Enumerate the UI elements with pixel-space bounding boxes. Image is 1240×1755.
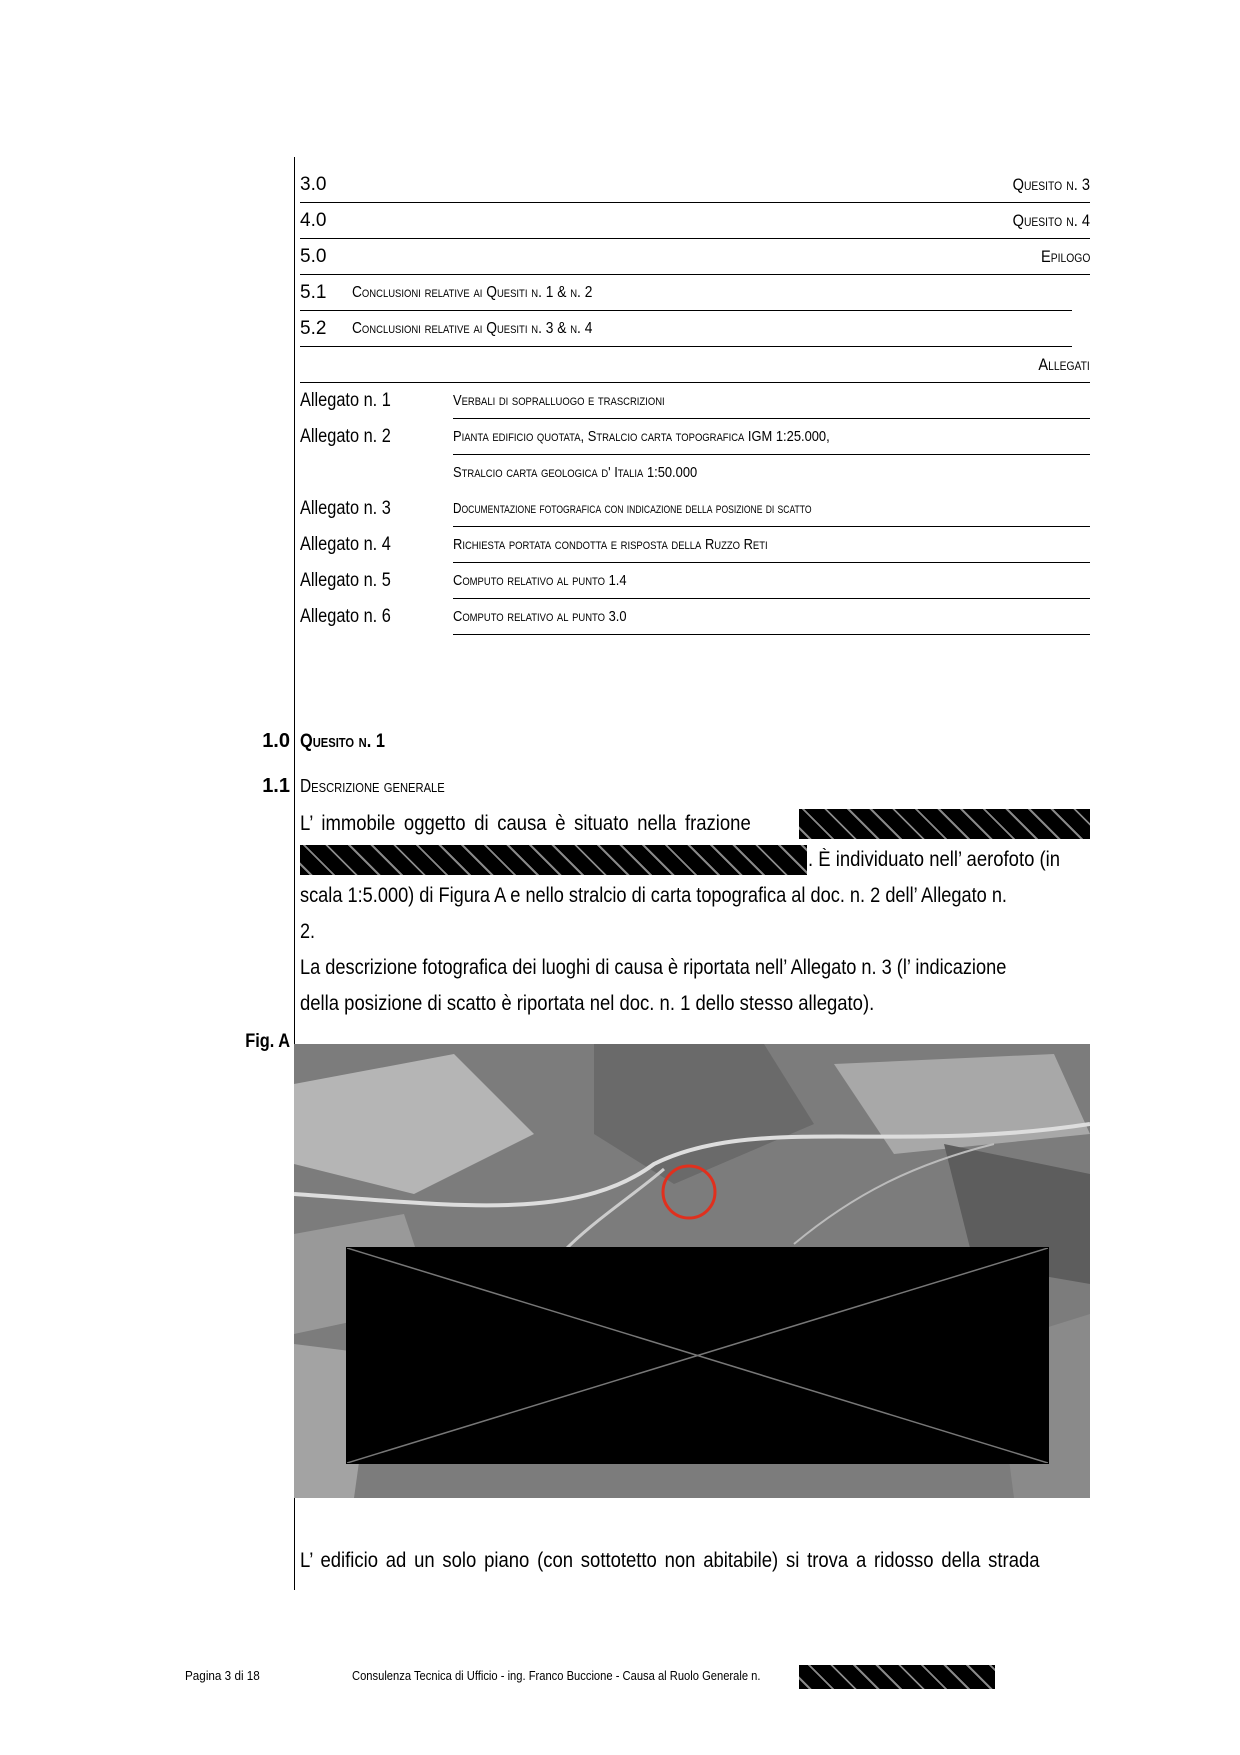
allegato-row[interactable] xyxy=(300,494,1090,526)
toc-number: 5.2 xyxy=(300,318,327,339)
toc-row[interactable] xyxy=(300,206,1090,239)
allegato-row[interactable] xyxy=(300,458,1090,490)
section-title: Quesito n. 1 xyxy=(300,731,385,752)
toc-row[interactable] xyxy=(300,350,1090,383)
allegato-row[interactable] xyxy=(300,566,1090,598)
allegato-row[interactable] xyxy=(300,386,1090,418)
toc-number: 5.0 xyxy=(300,246,327,267)
allegato-label: Allegato n. 1 xyxy=(300,390,391,411)
allegato-label: Allegato n. 3 xyxy=(300,498,391,519)
allegato-desc: Richiesta portata condotta e risposta della Ruzzo Reti xyxy=(453,530,1090,563)
allegato-label: Allegato n. 2 xyxy=(300,426,391,447)
allegato-desc: Computo relativo al punto 3.0 xyxy=(453,602,1090,635)
toc-number: 3.0 xyxy=(300,174,327,195)
allegato-label: Allegato n. 6 xyxy=(300,606,391,627)
aerial-photo xyxy=(294,1044,1090,1498)
toc-label: Quesito n. 3 xyxy=(1012,175,1090,194)
figure-label: Fig. A xyxy=(245,1031,290,1052)
toc-label: Quesito n. 4 xyxy=(1012,211,1090,230)
allegato-desc: Verbali di sopralluogo e trascrizioni xyxy=(453,386,1090,419)
toc-label: Conclusioni relative ai Quesiti n. 1 & n. 2 xyxy=(352,284,593,301)
redacted-block xyxy=(799,809,1090,839)
toc-label: Conclusioni relative ai Quesiti n. 3 & n. 4 xyxy=(352,320,593,337)
subsection-title: Descrizione generale xyxy=(300,776,445,796)
toc-row[interactable] xyxy=(300,278,1072,311)
toc-number: 4.0 xyxy=(300,210,327,231)
redacted-cross xyxy=(347,1248,1048,1463)
description-paragraph: L’ immobile oggetto di causa è situato nella frazione . È individuato nell’ aerofoto (in scala 1:5.000) di Figura A e nello stralcio di carta topografica al doc. n. 2 dell’ Allegato n. 2. La descrizione fotografica dei luoghi di causa è riportata nell’ Allegato n. 3 (l’ indicazione della posizione di scatto è riportata nel doc. n. 1 dello stesso allegato). xyxy=(300,806,1090,1022)
closing-paragraph: L’ edificio ad un solo piano (con sottotetto non abitabile) si trova a ridosso della strada xyxy=(300,1549,1040,1572)
toc-row[interactable] xyxy=(300,242,1090,275)
section-number: 1.0 xyxy=(262,730,290,752)
footer-page-number: Pagina 3 di 18 xyxy=(185,1668,260,1683)
allegato-row[interactable] xyxy=(300,422,1090,454)
subsection-number: 1.1 xyxy=(262,775,290,797)
redacted-block xyxy=(300,845,807,875)
allegato-row[interactable] xyxy=(300,530,1090,562)
allegato-desc: Documentazione fotografica con indicazione della posizione di scatto xyxy=(453,494,1090,527)
toc-label: Allegati xyxy=(1038,355,1090,374)
toc-number: 5.1 xyxy=(300,282,327,303)
footer-text: Consulenza Tecnica di Ufficio - ing. Franco Buccione - Causa al Ruolo Generale n. xyxy=(352,1668,761,1683)
toc-row[interactable] xyxy=(300,170,1090,203)
redacted-block xyxy=(799,1665,995,1689)
toc-row[interactable] xyxy=(300,314,1072,347)
allegato-label: Allegato n. 5 xyxy=(300,570,391,591)
allegato-desc: Stralcio carta geologica d' Italia 1:50.000 xyxy=(453,464,698,481)
toc-label: Epilogo xyxy=(1040,247,1090,266)
redacted-block xyxy=(346,1247,1049,1464)
allegato-label: Allegato n. 4 xyxy=(300,534,391,555)
allegato-desc: Pianta edificio quotata, Stralcio carta topografica IGM 1:25.000, xyxy=(453,422,1090,455)
allegato-desc: Computo relativo al punto 1.4 xyxy=(453,566,1090,599)
allegato-row[interactable] xyxy=(300,602,1090,634)
